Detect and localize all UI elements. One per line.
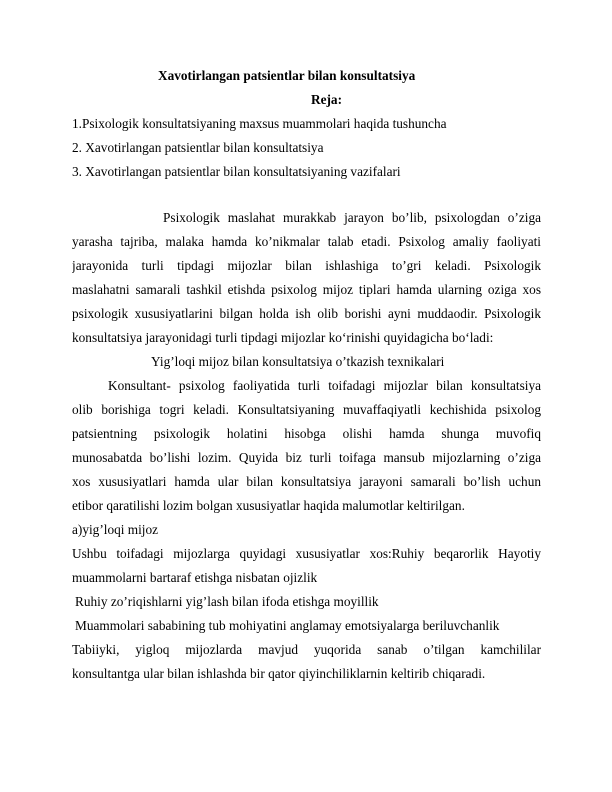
paragraph-2-line: munosabatda bo’lishi lozim. Quyida biz turli toifaga mansub mijozlarning o’ziga xyxy=(72,450,541,465)
trait-item: Muammolari sababining tub mohiyatini anglamay emotsiyalarga beriluvchanlik xyxy=(75,618,500,633)
paragraph-1-line: Psixologik maslahat murakkab jarayon bo’lib, psixologdan o’ziga xyxy=(163,210,541,225)
paragraph-2-line: Konsultant- psixolog faoliyatida turli toifadagi mijozlar bilan konsultatsiya xyxy=(108,378,541,393)
client-type-label: a)yig’loqi mijoz xyxy=(72,522,159,537)
paragraph-1-line: psixologik xususiyatlarini bilgan holda ish olib borishi ayni muddaodir. Psixologik xyxy=(72,306,541,321)
paragraph-3-line: Ushbu toifadagi mijozlarga quyidagi xususiyatlar xos:Ruhiy beqarorlik Hayotiy xyxy=(72,546,541,561)
paragraph-2-line: xos xususiyatlari hamda ular bilan konsultatsiya jarayoni samarali bo’lish uchun xyxy=(72,474,541,489)
paragraph-1-line: yarasha tajriba, malaka hamda ko’nikmalar talab etadi. Psixolog amaliy faoliyati xyxy=(72,234,541,249)
plan-item: 3. Xavotirlangan patsientlar bilan konsultatsiyaning vazifalari xyxy=(72,164,401,179)
paragraph-2-line: olib borishiga togri keladi. Konsultatsiyaning muvaffaqiyatli kechishida psixolog xyxy=(72,402,541,417)
paragraph-3-line: muammolarni bartaraf etishga nisbatan ojizlik xyxy=(72,570,318,585)
document-page xyxy=(72,64,541,686)
plan-item: 2. Xavotirlangan patsientlar bilan konsultatsiya xyxy=(72,140,324,155)
plan-item: 1.Psixologik konsultatsiyaning maxsus muammolari haqida tushuncha xyxy=(72,116,447,131)
paragraph-2-line: etibor qaratilishi lozim bolgan xususiyatlar haqida malumotlar keltirilgan. xyxy=(72,498,465,513)
paragraph-1-line: jarayonida turli tipdagi mijozlar bilan ishlashiga to’gri keladi. Psixologik xyxy=(72,258,541,273)
paragraph-1-line: konsultatsiya jarayonidagi turli tipdagi mijozlar ko‘rinishi quyidagicha bo‘ladi: xyxy=(72,330,494,345)
paragraph-2-line: patsientning psixologik holatini hisobga olishi hamda shunga muvofiq xyxy=(72,426,541,441)
paragraph-1-line: maslahatni samarali tashkil etishda psixolog mijoz tiplari hamda ularning oziga xos xyxy=(72,282,541,297)
trait-item: Ruhiy zo’riqishlarni yig’lash bilan ifoda etishga moyillik xyxy=(75,594,379,609)
blank-line xyxy=(72,184,541,206)
plan-heading: Reja: xyxy=(310,92,342,107)
paragraph-4-line: konsultantga ular bilan ishlashda bir qator qiyinchiliklarnin keltirib chiqaradi. xyxy=(72,666,486,681)
document-title: Xavotirlangan patsientlar bilan konsultatsiya xyxy=(158,68,416,83)
paragraph-4-line: Tabiiyki, yigloq mijozlarda mavjud yuqorida sanab o’tilgan kamchililar xyxy=(72,642,541,657)
section-subheading: Yig’loqi mijoz bilan konsultatsiya o’tkazish texnikalari xyxy=(151,354,445,369)
